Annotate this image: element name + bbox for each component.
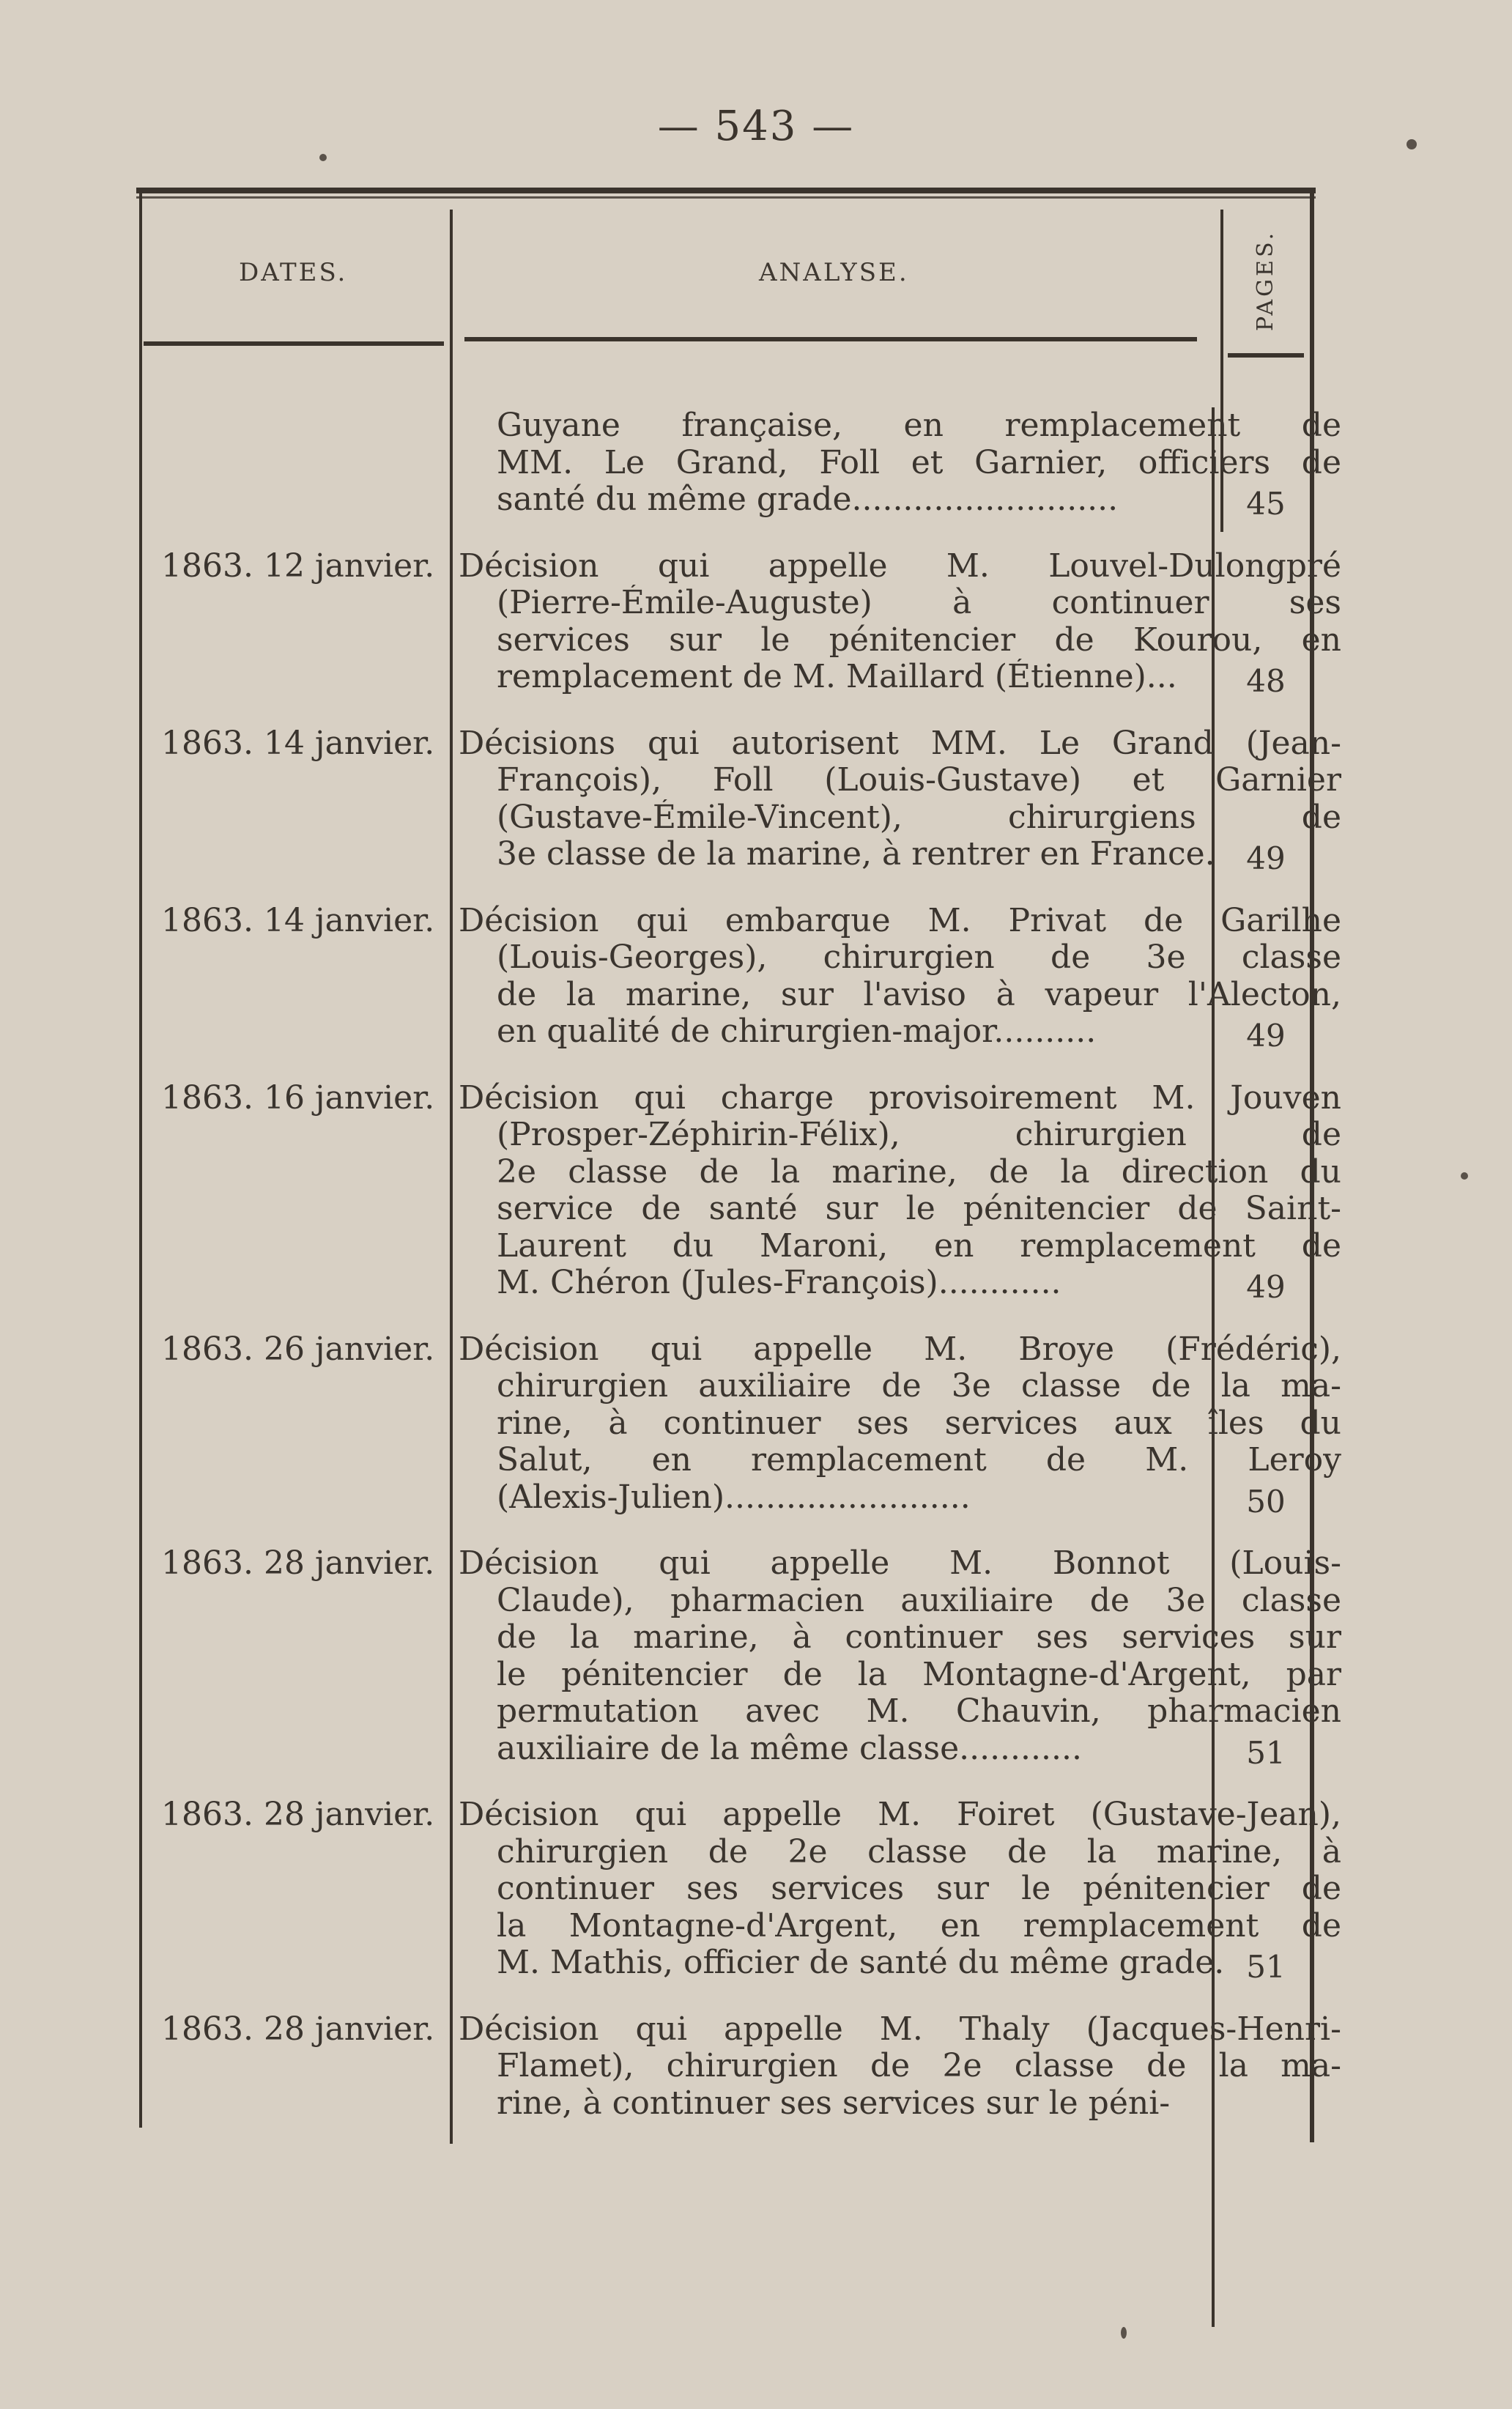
analysis-line: (Prosper-Zéphirin-Félix), chirurgien de [497,1117,1341,1153]
header-rule-dates [144,341,444,346]
analysis-line: 2e classe de la marine, de la direction du [497,1153,1341,1191]
analysis-line: (Pierre-Émile-Auguste) à continuer ses [497,585,1341,621]
analysis-line: remplacement de M. Maillard (Étienne)... [497,659,1177,695]
analysis-line: de la marine, sur l'aviso à vapeur l'Alecton, [497,976,1341,1013]
ink-speck [319,154,327,161]
entry-analysis [459,548,1341,696]
page-number: — 543 — [657,103,855,150]
analysis-line: M. Mathis, officier de santé du même grade. [497,1944,1225,1981]
entry-date: 1863. 28 janvier. [161,1796,435,1833]
header-pages: PAGES. [1253,230,1278,331]
entry-page-ref: 45 [1246,486,1286,522]
analysis-line: en qualité de chirurgien-major.......... [497,1013,1097,1050]
analysis-line: Décision qui charge provisoirement M. Jouven [459,1079,1341,1117]
register-table [136,188,1341,2151]
analysis-line: le pénitencier de la Montagne-d'Argent, par [497,1656,1341,1693]
analysis-line: Guyane française, en remplacement de [497,407,1341,444]
analysis-line: (Gustave-Émile-Vincent), chirurgiens de [497,799,1341,836]
entry-page-ref: 51 [1246,1949,1286,1985]
analysis-line: Flamet), chirurgien de 2e classe de la ma- [497,2048,1341,2084]
header-rule-analysis [464,337,1197,341]
ink-speck [1407,139,1417,149]
header-dates: DATES. [239,258,348,287]
analysis-line: permutation avec M. Chauvin, pharmacien [497,1693,1341,1730]
analysis-line: de la marine, à continuer ses services sur [497,1619,1341,1656]
entry-date: 1863. 28 janvier. [161,2010,435,2048]
top-rule [136,188,1316,193]
analysis-line: Décisions qui autorisent MM. Le Grand (Jean- [459,725,1341,762]
analysis-line: la Montagne-d'Argent, en remplacement de [497,1907,1341,1944]
entry-analysis [459,725,1341,873]
analysis-line: Laurent du Maroni, en remplacement de [497,1227,1341,1265]
analysis-line: M. Chéron (Jules-François)............ [497,1265,1061,1301]
entry-analysis [459,1545,1341,1767]
entry-analysis [459,1080,1341,1302]
analysis-line: auxiliaire de la même classe............ [497,1730,1082,1767]
analysis-line: 3e classe de la marine, à rentrer en France. [497,836,1215,873]
analysis-line: François), Foll (Louis-Gustave) et Garnier [497,762,1341,799]
ink-speck [1121,2327,1127,2339]
analysis-line: rine, à continuer ses services aux îles du [497,1405,1341,1442]
entry-date: 1863. 28 janvier. [161,1544,435,1582]
analysis-line: santé du même grade.......................... [497,481,1119,518]
entry-analysis [459,1331,1341,1517]
analysis-line: (Louis-Georges), chirurgien de 3e classe [497,939,1341,976]
analysis-line: Décision qui appelle M. Bonnot (Louis- [459,1545,1341,1582]
date-column-divider [450,210,453,2144]
entry-page-ref: 49 [1246,840,1286,876]
entry-date: 1863. 12 janvier. [161,547,435,585]
analysis-line: Décision qui embarque M. Privat de Garilhe [459,902,1341,939]
entry-date: 1863. 16 janvier. [161,1078,435,1117]
top-rule-thin [136,196,1316,199]
ink-speck [1461,1172,1468,1180]
analysis-line: Claude), pharmacien auxiliaire de 3e classe [497,1582,1341,1619]
entry-analysis [459,2011,1341,2123]
header-rule-pages [1228,353,1304,358]
entry-page-ref: 49 [1246,1269,1286,1305]
analysis-line: rine, à continuer ses services sur le péni- [497,2084,1171,2122]
entry-page-ref: 48 [1246,663,1286,699]
analysis-line: Salut, en remplacement de M. Leroy [497,1442,1341,1479]
header-analysis: ANALYSE. [759,258,909,287]
entry-analysis [459,1796,1341,1982]
entry-date: 1863. 26 janvier. [161,1330,435,1368]
entry-page-ref: 51 [1246,1734,1286,1771]
entry-analysis [459,903,1341,1051]
entry-date: 1863. 14 janvier. [161,901,435,939]
analysis-line: Décision qui appelle M. Thaly (Jacques-Henri- [459,2010,1341,2048]
left-border [139,193,142,2128]
analysis-line: Décision qui appelle M. Foiret (Gustave-Jean), [459,1796,1341,1833]
entry-date: 1863. 14 janvier. [161,724,435,762]
analysis-line: Décision qui appelle M. Louvel-Dulongpré [459,547,1341,585]
analysis-line: chirurgien auxiliaire de 3e classe de la ma- [497,1368,1341,1405]
analysis-line: (Alexis-Julien)........................ [497,1479,971,1516]
analysis-line: continuer ses services sur le pénitencier de [497,1870,1341,1907]
analysis-line: chirurgien de 2e classe de la marine, à [497,1833,1341,1870]
analysis-line: MM. Le Grand, Foll et Garnier, officiers de [497,444,1341,481]
analysis-line: services sur le pénitencier de Kourou, en [497,621,1341,659]
entry-page-ref: 50 [1246,1483,1286,1520]
analysis-line: Décision qui appelle M. Broye (Frédéric), [459,1331,1341,1368]
entry-analysis [459,407,1341,519]
entry-page-ref: 49 [1246,1018,1286,1054]
analysis-line: service de santé sur le pénitencier de Saint- [497,1191,1341,1227]
